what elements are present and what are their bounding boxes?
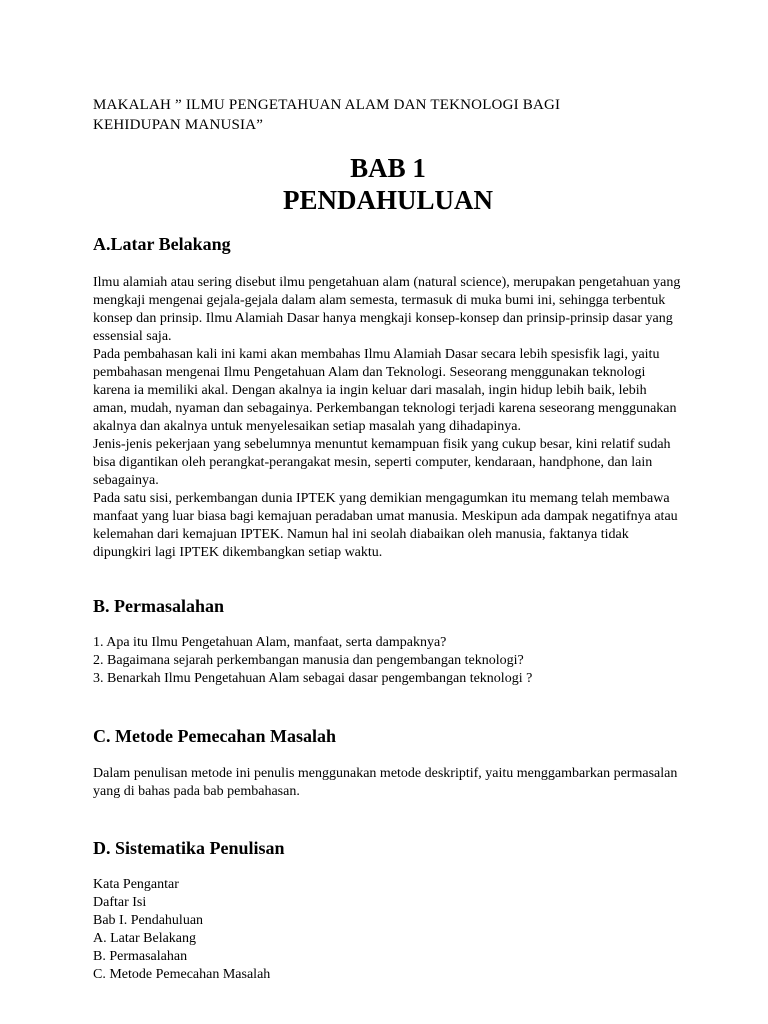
- paragraph: Pada pembahasan kali ini kami akan membahas Ilmu Alamiah Dasar secara lebih spesisfik lagi, yaitu pembahasan mengenai Ilmu Pengetahuan Alam dan Teknologi. Seseorang menggunakan teknologi karena ia memiliki akal. Dengan akalnya ia ingin keluar dari masalah, ingin hidup lebih baik, lebih aman, mudah, nyaman dan sebagainya. Perkembangan teknologi terjadi karena seseorang menggunakan akalnya dan akalnya untuk menyelesaikan setiap masalah yang dihadapinya.: [93, 347, 677, 434]
- document-title-line: MAKALAH ” ILMU PENGETAHUAN ALAM DAN TEKNOLOGI BAGI: [93, 97, 561, 113]
- chapter-number: BAB 1: [350, 153, 426, 183]
- paragraph: Ilmu alamiah atau sering disebut ilmu pengetahuan alam (natural science), merupakan pengetahuan yang mengkaji mengenai gejala-gejala dalam alam semesta, termasuk di muka bumi ini, sehingga terbentuk konsep dan prinsip. Ilmu Alamiah Dasar hanya mengkaji konsep-konsep dan prinsip-prinsip dasar yang essensial saja.: [93, 275, 681, 344]
- paragraph: Jenis-jenis pekerjaan yang sebelumnya menuntut kemampuan fisik yang cukup besar, kini relatif sudah bisa digantikan oleh perangkat-perangakat mesin, seperti computer, kendaraan, handphone, dan lain sebagainya.: [93, 437, 671, 488]
- section-heading-permasalahan: B. Permasalahan: [93, 596, 225, 616]
- document-title-line: KEHIDUPAN MANUSIA”: [93, 117, 264, 133]
- outline-list: [93, 876, 683, 984]
- document-title: [93, 95, 683, 135]
- section-heading-sistematika: D. Sistematika Penulisan: [93, 838, 285, 858]
- section-heading-latar-belakang: A.Latar Belakang: [93, 234, 231, 254]
- section-body-metode: [93, 765, 683, 801]
- list-item: Daftar Isi: [93, 895, 147, 910]
- list-item: Bab I. Pendahuluan: [93, 913, 204, 928]
- chapter-heading: [93, 152, 683, 216]
- list-item: B. Permasalahan: [93, 949, 188, 964]
- problem-list: [93, 634, 683, 688]
- list-item: Kata Pengantar: [93, 877, 179, 892]
- list-item: A. Latar Belakang: [93, 931, 197, 946]
- section-body-latar-belakang: [93, 274, 683, 562]
- list-item: C. Metode Pemecahan Masalah: [93, 967, 271, 982]
- paragraph: Pada satu sisi, perkembangan dunia IPTEK yang demikian mengagumkan itu memang telah membawa manfaat yang luar biasa bagi kemajuan peradaban umat manusia. Meskipun ada dampak negatifnya atau kelemahan dari kemajuan IPTEK. Namun hal ini seolah diabaikan oleh manusia, faktanya tidak dipungkiri lagi IPTEK dikembangkan setiap waktu.: [93, 491, 678, 560]
- list-item: 3. Benarkah Ilmu Pengetahuan Alam sebagai dasar pengembangan teknologi ?: [93, 671, 533, 686]
- list-item: 2. Bagaimana sejarah perkembangan manusia dan pengembangan teknologi?: [93, 653, 524, 668]
- section-heading-metode: C. Metode Pemecahan Masalah: [93, 726, 336, 746]
- paragraph: Dalam penulisan metode ini penulis menggunakan metode deskriptif, yaitu menggambarkan permasalan yang di bahas pada bab pembahasan.: [93, 766, 678, 799]
- list-item: 1. Apa itu Ilmu Pengetahuan Alam, manfaat, serta dampaknya?: [93, 635, 447, 650]
- chapter-title: PENDAHULUAN: [282, 185, 493, 215]
